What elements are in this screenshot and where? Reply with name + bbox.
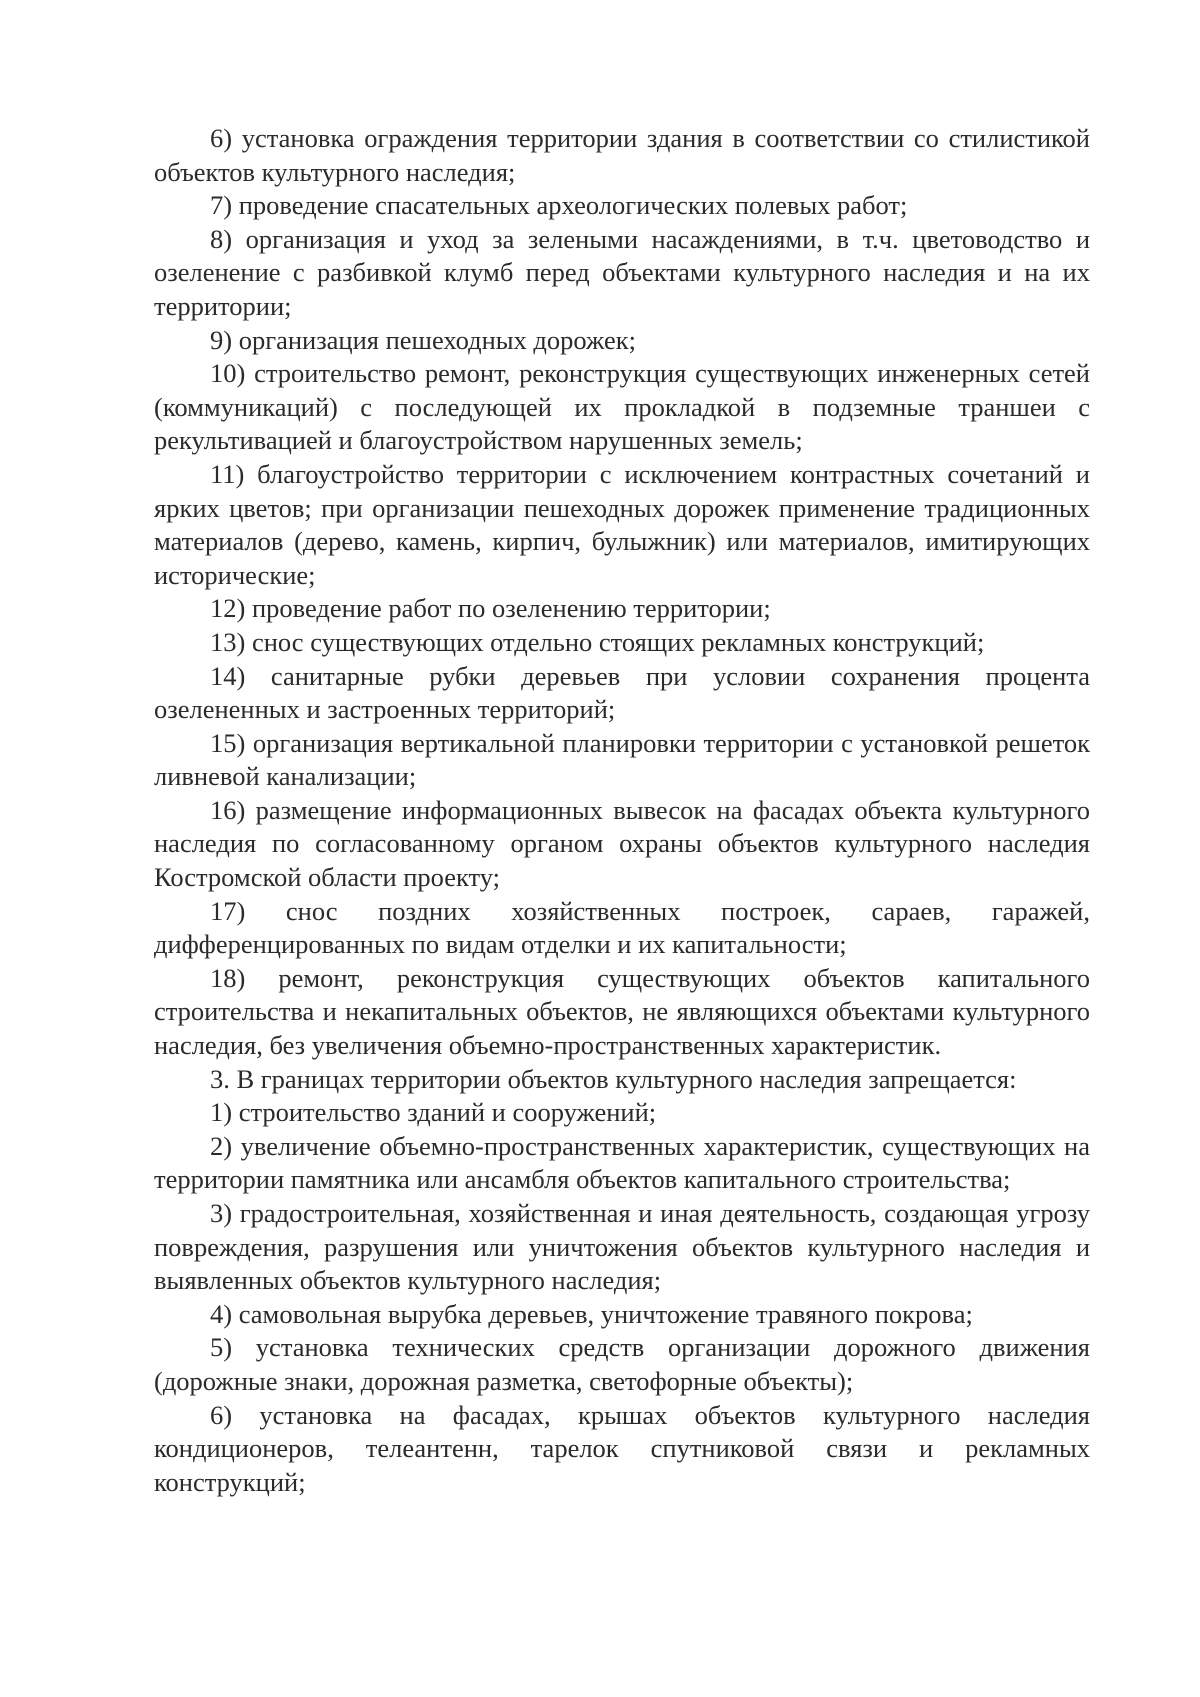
paragraph-item-6: 6) установка ограждения территории здания в соответствии со стилистикой объектов культурного наследия; bbox=[154, 123, 1090, 187]
paragraph-item-12: 12) проведение работ по озеленению территории; bbox=[210, 593, 771, 624]
prohibited-item-3: 3) градостроительная, хозяйственная и иная деятельность, создающая угрозу повреждения, разрушения или уничтожения объектов культурного наследия и выявленных объектов культурного наследия; bbox=[154, 1198, 1090, 1296]
paragraph-item-10: 10) строительство ремонт, реконструкция существующих инженерных сетей (коммуникаций) с последующей их прокладкой в подземные траншеи с рекультивацией и благоустройством нарушенных земель; bbox=[154, 358, 1090, 456]
prohibited-item-1: 1) строительство зданий и сооружений; bbox=[210, 1097, 657, 1128]
paragraph-item-14: 14) санитарные рубки деревьев при условии сохранения процента озелененных и застроенных территорий; bbox=[154, 660, 1090, 725]
paragraph-item-13: 13) снос существующих отдельно стоящих рекламных конструкций; bbox=[210, 626, 985, 657]
paragraph-item-11: 11) благоустройство территории с исключением контрастных сочетаний и ярких цветов; при организации пешеходных дорожек применение традиционных материалов (дерево, камень, кирпич, булыжник) или материалов, имитирующих исторические; bbox=[154, 458, 1090, 590]
paragraph-item-7: 7) проведение спасательных археологических полевых работ; bbox=[210, 190, 908, 221]
prohibited-item-4: 4) самовольная вырубка деревьев, уничтожение травяного покрова; bbox=[210, 1298, 973, 1329]
paragraph-item-17: 17) снос поздних хозяйственных построек, сараев, гаражей, дифференцированных по видам отделки и их капитальности; bbox=[154, 895, 1090, 960]
document-body bbox=[154, 122, 1090, 1499]
paragraph-item-18: 18) ремонт, реконструкция существующих объектов капитального строительства и некапитальных объектов, не являющихся объектами культурного наследия, без увеличения объемно-пространственных характеристик. bbox=[154, 962, 1090, 1061]
paragraph-item-16: 16) размещение информационных вывесок на фасадах объекта культурного наследия по согласованному органом охраны объектов культурного наследия Костромской области проекту; bbox=[154, 794, 1090, 893]
paragraph-item-15: 15) организация вертикальной планировки территории с установкой решеток ливневой канализации; bbox=[154, 727, 1090, 792]
paragraph-item-9: 9) организация пешеходных дорожек; bbox=[210, 324, 636, 355]
prohibited-item-5: 5) установка технических средств организации дорожного движения (дорожные знаки, дорожная разметка, светофорные объекты); bbox=[154, 1332, 1090, 1396]
section-heading-3: 3. В границах территории объектов культурного наследия запрещается: bbox=[210, 1063, 1017, 1094]
paragraph-item-8: 8) организация и уход за зелеными насаждениями, в т.ч. цветоводство и озеленение с разбивкой клумб перед объектами культурного наследия и на их территории; bbox=[154, 223, 1090, 321]
prohibited-item-2: 2) увеличение объемно-пространственных характеристик, существующих на территории памятника или ансамбля объектов капитального строительства; bbox=[154, 1130, 1090, 1195]
prohibited-item-6: 6) установка на фасадах, крышах объектов культурного наследия кондиционеров, телеантенн, тарелок спутниковой связи и рекламных конструкций; bbox=[154, 1399, 1090, 1497]
